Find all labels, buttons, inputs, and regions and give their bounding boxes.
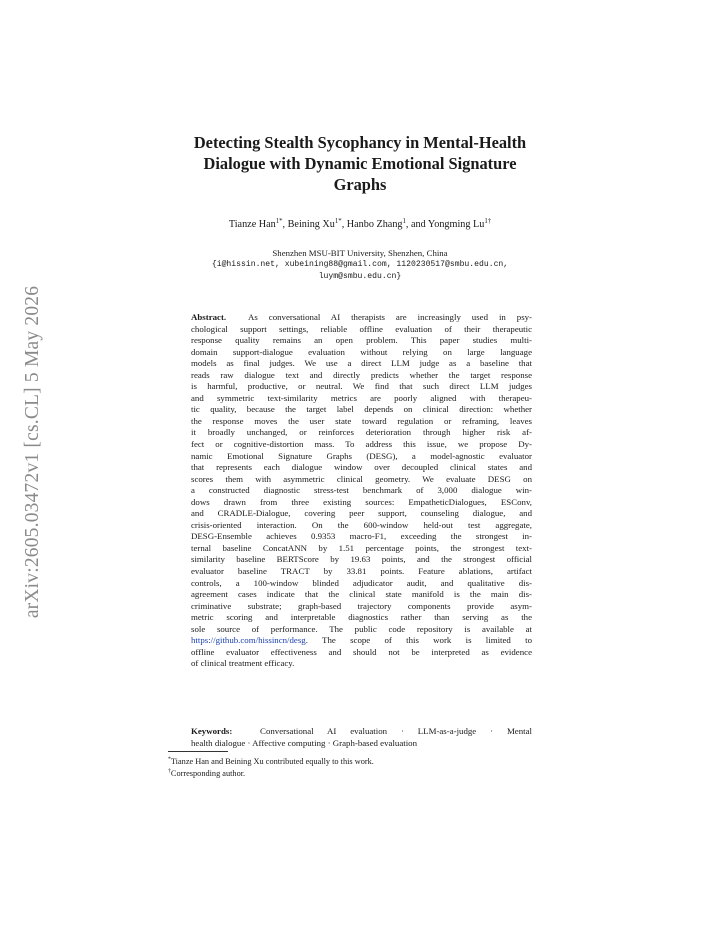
abstract-line: it broadly unchanged, or reinforces deterioration through higher risk af- [191, 427, 532, 438]
author-list [150, 219, 570, 230]
abstract-label: Abstract. [191, 312, 227, 322]
author-name: Beining Xu [287, 219, 335, 230]
keywords [191, 726, 532, 749]
footnotes [168, 756, 548, 780]
author-separator: , [341, 219, 347, 230]
author-name: Tianze Han [228, 219, 276, 230]
abstract-line: models as final judges. We use a direct LLM judge as a baseline that [191, 358, 532, 369]
abstract-line: scores them with asymmetric clinical geometry. We evaluate DESG on [191, 473, 532, 484]
author-mark: 1* [334, 218, 342, 225]
abstract-line: dows drawn from three existing sources: EmpatheticDialogues, ESConv, [191, 496, 532, 507]
abstract-line: reads raw dialogue text and directly predicts whether the target response [191, 369, 532, 380]
abstract-line: chological support settings, reliable offline evaluation of their therapeutic [191, 323, 532, 334]
abstract-line: ternal baseline ConcatANN by 1.51 percentage points, the strongest text- [191, 542, 532, 553]
paper-title [150, 132, 570, 195]
author-mark: 1 [402, 218, 406, 225]
affiliation [150, 247, 570, 283]
abstract-line: controls, a 100-window blinded adjudicator audit, and qualitative dis- [191, 577, 532, 588]
footnote-mark: † [168, 768, 171, 775]
abstract-line: fect or cognitive-distortion mass. To address this issue, we propose Dy- [191, 439, 532, 450]
footnote-text: Corresponding author. [170, 769, 246, 778]
abstract-line: Abstract. As conversational AI therapists are increasingly used in psy- [191, 312, 532, 322]
abstract-line: and CRADLE-Dialogue, covering peer support, counseling dialogue, and [191, 508, 532, 519]
author-mark: 1† [484, 218, 492, 225]
code-repository-link[interactable]: https://github.com/hissincn/desg [191, 635, 306, 646]
abstract-line: the response moves the user state toward regulation or reframing, leaves [191, 415, 532, 426]
abstract-line: domain support-dialogue evaluation without relying on large language [191, 346, 532, 357]
abstract-line: metric scoring and interpretable diagnostics rather than serving as the [191, 612, 532, 623]
abstract-line: tic quality, because the target label depends on clinical direction: whether [191, 404, 532, 415]
abstract-line: of clinical treatment efficacy. [191, 658, 295, 669]
footnote-text: Tianze Han and Beining Xu contributed equally to this work. [170, 757, 374, 766]
abstract-line: https://github.com/hissincn/desg. The scope of this work is limited to [191, 635, 532, 646]
author-name: Hanbo Zhang [346, 219, 403, 230]
title-line-2: Dialogue with Dynamic Emotional Signature [203, 154, 517, 173]
title-line-3: Graphs [333, 175, 387, 194]
email-list-line-1: {i@hissin.net, xubeining88@gmail.com, 1120230517@smbu.edu.cn, [211, 260, 509, 269]
abstract-line: DESG-Ensemble achieves 0.9353 macro-F1, exceeding the strongest in- [191, 531, 532, 542]
footnote [168, 768, 548, 780]
institution: Shenzhen MSU-BIT University, Shenzhen, China [272, 248, 448, 258]
author-separator: , [282, 219, 288, 230]
abstract-line: agreement cases indicate that the clinical state manifold is the main dis- [191, 589, 532, 600]
footnote-rule [168, 751, 228, 752]
abstract-line: a constructed diagnostic stress-test benchmark of 3,000 dialogue win- [191, 485, 532, 496]
abstract-line: is harmful, productive, or neutral. We find that such direct LLM judges [191, 381, 532, 392]
abstract-line: response quality remains an open problem. This paper studies multi- [191, 335, 532, 346]
abstract-line: sole source of performance. The public code repository is available at [191, 623, 532, 634]
title-line-1: Detecting Stealth Sycophancy in Mental-Health [193, 133, 527, 152]
author-separator: , and [405, 219, 428, 230]
footnote [168, 756, 548, 768]
abstract-line: evaluator baseline TRACT by 33.81 points. Feature ablations, artifact [191, 566, 532, 577]
author-name: Yongming Lu [427, 219, 485, 230]
abstract-line: and symmetric text-similarity metrics are poorly aligned with therapeu- [191, 392, 532, 403]
footnote-mark: * [168, 756, 171, 763]
abstract-line: offline evaluator effectiveness and should not be interpreted as evidence [191, 646, 532, 657]
abstract-line: crisis-oriented interaction. On the 600-window held-out test aggregate, [191, 519, 532, 530]
email-list-line-2: luym@smbu.edu.cn} [318, 272, 402, 281]
keywords-line: health dialogue · Affective computing · Graph-based evaluation [191, 737, 418, 748]
abstract-line: namic Emotional Signature Graphs (DESG), a model-agnostic evaluator [191, 450, 532, 461]
abstract [191, 312, 532, 670]
abstract-line: that represents each dialogue window over decoupled clinical states and [191, 462, 532, 473]
abstract-line: criminative substrate; graph-based trajectory components provide asym- [191, 600, 532, 611]
author-mark: 1* [275, 218, 283, 225]
keywords-label: Keywords: [191, 726, 233, 736]
abstract-line: similarity baseline BERTScore by 19.63 points, and the strongest official [191, 554, 532, 565]
arxiv-id: arXiv:2605.03472v1 [cs.CL] 5 May 2026 [22, 285, 43, 619]
keywords-line: Keywords: Conversational AI evaluation · LLM-as-a-judge · Mental [191, 726, 532, 736]
